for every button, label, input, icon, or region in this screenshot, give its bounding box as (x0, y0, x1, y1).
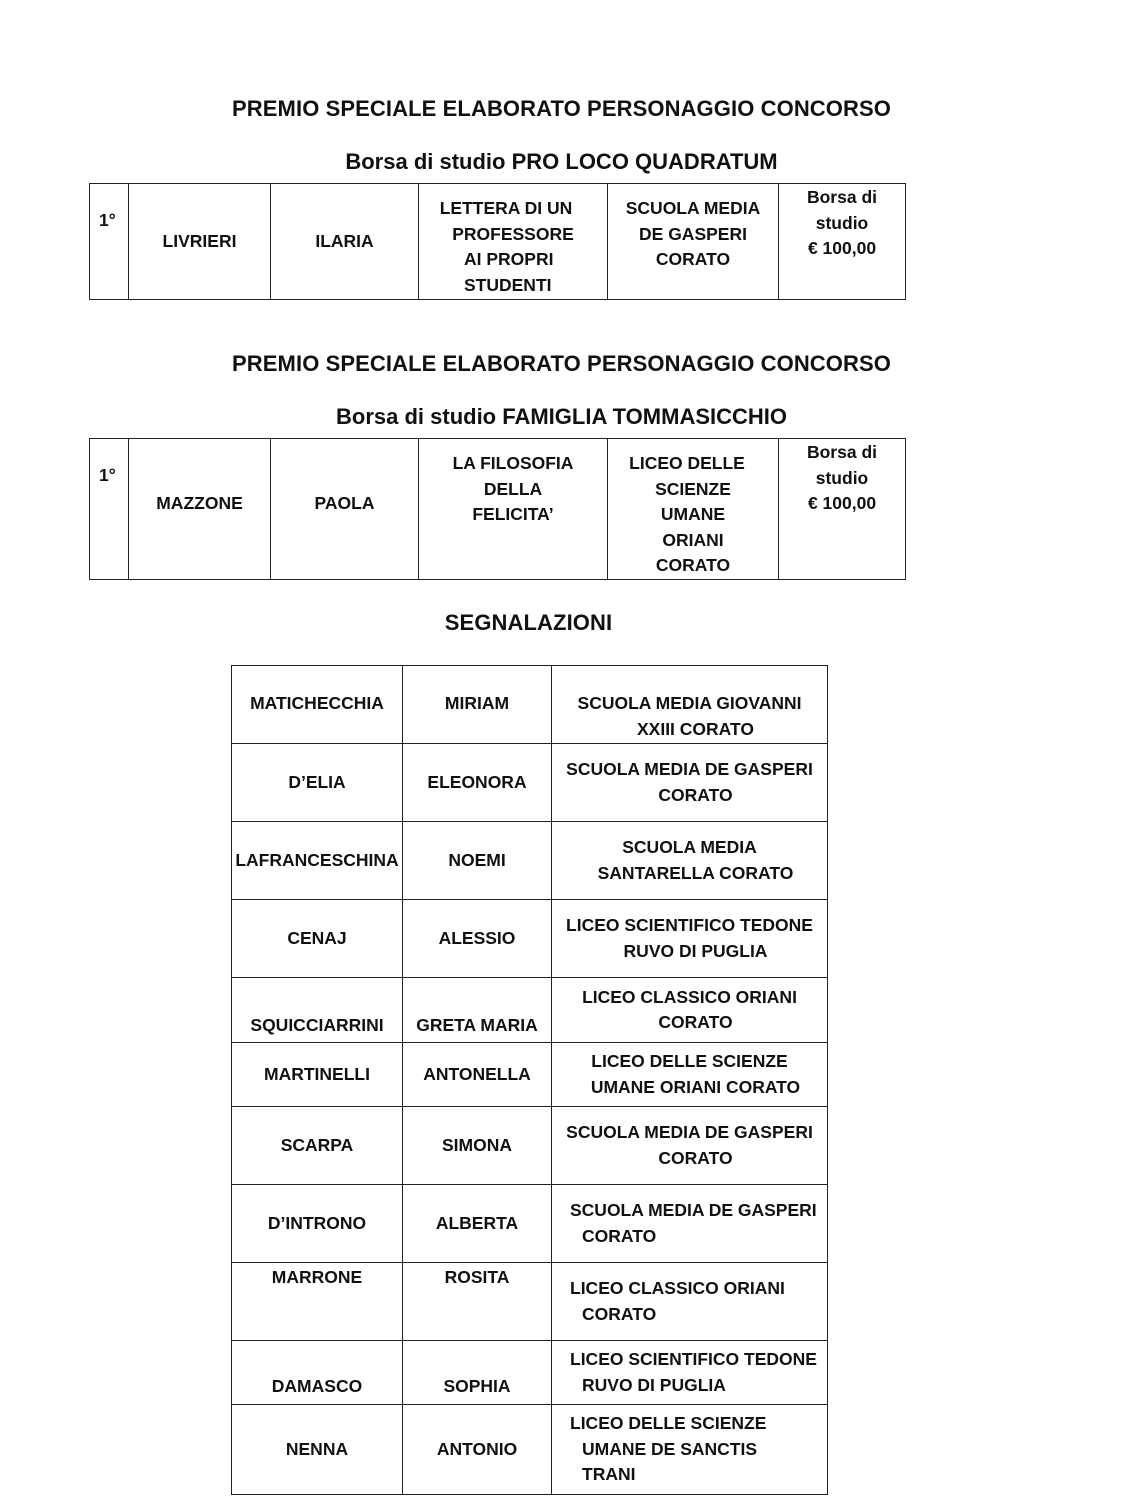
work-line: STUDENTI (464, 274, 552, 295)
school-line: RUVO DI PUGLIA (623, 940, 768, 961)
prize-line: Borsa di (806, 442, 878, 462)
prize-line: Borsa di (806, 187, 878, 207)
school-line: SCUOLA MEDIA DE GASPERI (570, 1200, 817, 1220)
school-line: CORATO (658, 1147, 733, 1168)
school-line: LICEO CLASSICO ORIANI (570, 1278, 785, 1298)
school-line: TRANI (582, 1464, 636, 1485)
table-row (232, 822, 828, 900)
rank-cell: 1° (90, 439, 129, 580)
section1-subtitle: Borsa di studio PRO LOCO QUADRATUM (345, 149, 778, 174)
name-cell: ANTONIO (403, 1405, 552, 1495)
name-cell: SOPHIA (403, 1341, 552, 1405)
surname-cell: MATICHECCHIA (232, 666, 403, 744)
name-cell: ALESSIO (403, 900, 552, 978)
school-cell (608, 184, 779, 300)
school-cell (552, 1043, 828, 1107)
section1-title: PREMIO SPECIALE ELABORATO PERSONAGGIO CONCORSO (232, 96, 891, 121)
table-row (90, 439, 906, 580)
school-line: LICEO DELLE (629, 453, 745, 473)
prize-amount: € 100,00 (807, 238, 877, 258)
name-cell: GRETA MARIA (403, 978, 552, 1043)
surname-cell: MARTINELLI (232, 1043, 403, 1107)
school-cell (552, 1405, 828, 1495)
surname-cell: NENNA (232, 1405, 403, 1495)
segnalazioni-table (231, 665, 828, 1495)
school-cell (552, 978, 828, 1043)
prize-line: studio (815, 212, 869, 233)
table-row (232, 1341, 828, 1405)
table-row (232, 1185, 828, 1263)
school-line: DE GASPERI (639, 223, 747, 244)
surname-cell: D’INTRONO (232, 1185, 403, 1263)
work-line: LA FILOSOFIA (452, 453, 574, 473)
table-row (232, 978, 828, 1043)
school-line: LICEO DELLE SCIENZE (570, 1413, 767, 1434)
school-line: UMANE (660, 504, 726, 524)
work-line: AI PROPRI (464, 249, 554, 269)
section2-subtitle: Borsa di studio FAMIGLIA TOMMASICCHIO (336, 404, 787, 429)
table-row (232, 1107, 828, 1185)
work-line: DELLA (483, 478, 543, 499)
name-cell: MIRIAM (403, 666, 552, 744)
award-table-2 (89, 438, 906, 580)
table-row (232, 744, 828, 822)
school-line: CORATO (658, 784, 733, 805)
surname-cell: LAFRANCESCHINA (232, 822, 403, 900)
school-cell (608, 439, 779, 580)
surname-cell: D’ELIA (232, 744, 403, 822)
surname-cell: LIVRIERI (129, 184, 271, 300)
surname-cell: DAMASCO (232, 1341, 403, 1405)
work-line: LETTERA DI UN (439, 198, 573, 218)
name-cell: ALBERTA (403, 1185, 552, 1263)
surname-cell: MARRONE (232, 1263, 403, 1341)
name-cell: ILARIA (271, 184, 419, 300)
school-line: SCUOLA MEDIA DE GASPERI (566, 1122, 813, 1142)
prize-amount: € 100,00 (807, 493, 877, 513)
school-line: CORATO (582, 1303, 657, 1324)
surname-cell: MAZZONE (129, 439, 271, 580)
school-line: SCUOLA MEDIA (625, 198, 761, 218)
school-cell (552, 666, 828, 744)
surname-cell: CENAJ (232, 900, 403, 978)
section2-title: PREMIO SPECIALE ELABORATO PERSONAGGIO CONCORSO (232, 351, 891, 376)
school-line: ORIANI (662, 529, 724, 550)
surname-cell: SQUICCIARRINI (232, 978, 403, 1043)
school-line: LICEO CLASSICO ORIANI (582, 986, 797, 1007)
school-line: CORATO (655, 555, 731, 575)
table-row (232, 1043, 828, 1107)
surname-cell: SCARPA (232, 1107, 403, 1185)
school-line: LICEO SCIENTIFICO TEDONE (566, 915, 813, 935)
table-row (232, 900, 828, 978)
school-cell (552, 744, 828, 822)
school-line: SCUOLA MEDIA (622, 837, 757, 857)
school-line: CORATO (582, 1225, 657, 1246)
school-cell (552, 1107, 828, 1185)
school-line: LICEO SCIENTIFICO TEDONE (570, 1349, 817, 1369)
work-title-cell (419, 184, 608, 300)
table-row (232, 1405, 828, 1495)
school-cell (552, 1263, 828, 1341)
school-line: SCIENZE (655, 478, 731, 499)
school-line: RUVO DI PUGLIA (582, 1374, 726, 1395)
prize-cell (779, 439, 906, 580)
school-line: UMANE ORIANI CORATO (590, 1076, 801, 1097)
table-row (90, 184, 906, 300)
school-line: CORATO (658, 1012, 733, 1032)
school-cell (552, 1341, 828, 1405)
segnalazioni-title: SEGNALAZIONI (444, 610, 613, 635)
work-line: PROFESSORE (452, 223, 574, 244)
prize-cell (779, 184, 906, 300)
name-cell: ROSITA (403, 1263, 552, 1341)
name-cell: PAOLA (271, 439, 419, 580)
rank-cell: 1° (90, 184, 129, 300)
school-line: SANTARELLA CORATO (597, 862, 794, 883)
school-line: SCUOLA MEDIA GIOVANNI (577, 693, 802, 713)
work-title-cell (419, 439, 608, 580)
name-cell: ANTONELLA (403, 1043, 552, 1107)
school-line: UMANE DE SANCTIS (582, 1438, 758, 1459)
school-cell (552, 822, 828, 900)
school-cell (552, 1185, 828, 1263)
work-line: FELICITA’ (472, 504, 554, 524)
school-line: XXIII CORATO (636, 718, 754, 739)
name-cell: ELEONORA (403, 744, 552, 822)
school-line: CORATO (655, 249, 731, 269)
prize-line: studio (815, 467, 869, 488)
table-row (232, 666, 828, 744)
school-cell (552, 900, 828, 978)
school-line: SCUOLA MEDIA DE GASPERI (566, 759, 813, 779)
name-cell: SIMONA (403, 1107, 552, 1185)
table-row (232, 1263, 828, 1341)
name-cell: NOEMI (403, 822, 552, 900)
award-table-1 (89, 183, 906, 300)
school-line: LICEO DELLE SCIENZE (591, 1051, 788, 1071)
